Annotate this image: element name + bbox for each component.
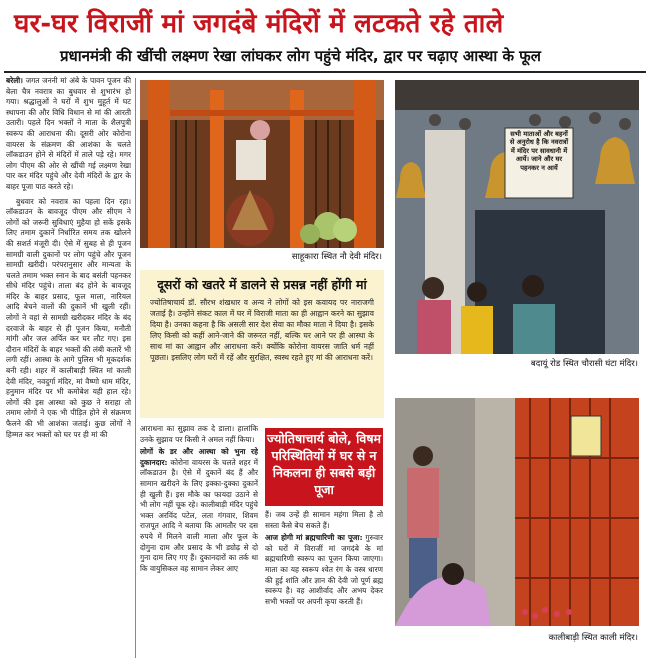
column-1-intro: जगत जननी मां अंबे के पावन पूजन की बेला चैत्र नवरात्र का बुधवार से शुभारंभ हो गया। श्रद्धालुओं ने घरों में शुभ मुहूर्त में घट स्थापना की और विधि विधान से मां की आरती उतारी। पहले दिन भक्तों ने माता के शैलपुत्री स्वरूप की आराधना की। दूसरी ओर कोरोना वायरस के संक्रमण की आशंका के चलते लॉकडाउन होने से मंदिरों में ताले पड़े रहे। मगर लोग पीएम की ओर से खींची गई लक्ष्मण रेखा पार कर मंदिर पहुंचे और देवी मंदिरों के द्वार के बाहर पूजा पाठ करते रहे। xyxy=(6,76,131,191)
column-2-subhead: लोगों के डर और आस्था को भुना रहे दुकानदार: xyxy=(140,447,258,467)
photo-chaurasi-ghanta-temple xyxy=(395,80,639,354)
column-3-body: गुरुवार को घरों में विराजीं मां जगदंबे के मां ब्रह्मचारिणी स्वरूप का पूजन किया जाएगा। माता का यह स्वरूप श्वेत रंग के वस्त्र धारण की हुई शांति और ज्ञान की देवी जो पूर्ण ब्रह्म स्वरूप है। वह आशीर्वाद और अभय देकर सभी भक्तों पर अपनी कृपा करती हैं। xyxy=(265,533,383,606)
column-1 xyxy=(6,76,131,660)
headline: घर-घर विराजीं मां जगदंबे मंदिरों में लटकते रहे ताले xyxy=(14,9,504,39)
callout-text: ज्योतिषाचार्य बोले, विषम परिस्थितियों में घर से न निकलना ही सबसे बड़ी पूजा xyxy=(266,431,382,497)
photo-1-caption: साहूकारा स्थित नौ देवी मंदिर। xyxy=(291,252,382,262)
astrologer-box-body: ज्योतिषाचार्य डॉ. सौरभ शंखधार व अन्य ने लोगों को इस कवायद पर नाराजगी जताई है। उन्होंने संकट काल में घर में विराजी माता का ही आह्वान करने का सुझाव दिया है। उनका कहना है कि असली सार देश सेवा का मौका माता ने दिया है। इसके लिए किसी को कहीं आने-जाने की जरूरत नहीं, बल्कि घर आने पर ही आस्था के साथ मां का आह्वान और आराधना करें। क्योंकि कोरोना वायरस जाति धर्म नहीं पूछता। इसलिए लोग घरों में रहें और सुरक्षित, स्वस्थ रहते हुए मां की आराधना करें। xyxy=(150,298,374,362)
column-2-intro: आराधना का सुझाव तक दे डाला। हालांकि उनके सुझाव पर किसी ने अमल नहीं किया। xyxy=(140,424,258,444)
column-3 xyxy=(265,510,383,660)
column-1-body: बुधवार को नवरात्र का पहला दिन रहा। लॉकडाउन के बावजूद पीएम और सीएम ने लोगों को जरूरी सुविधाएं मुहैया हो सकें इसके लिए तमाम दुकानें निर्धारित समय तक खोलने की सशर्त मंजूरी दी। ऐसे में सुबह से ही पूजन सामग्री वाली दुकानों पर लोग पहुंचे और पूजन सामग्री खरीदी। परंपरानुसार और मान्यता के चलते तमाम भक्त स्नान के बाद बसंती पहनकर सीधे मंदिर पहुंचे। ताला बंद होने के बावजूद मंदिर के बाहर प्रसाद, फूल माला, नारियल आदि बेचने वालों की दुकानें भी खुली रहीं। लोगों ने वहां से सामग्री खरीदकर मंदिर के बंद दरवाजे के बाहर से ही पूजन किया, मनौती मांगी और जल अर्पित कर घर लौट गए। इस दौरान मंदिरों के बाहर भक्तों की लंबी कतारें भी लगी रहीं। आस्था के आगे पुलिस भी मूकदर्शक बनी रही। शहर में कालीबाड़ी स्थित मां काली देवी मंदिर, नवदुर्गा मंदिर, मां वैष्णो धाम मंदिर, हनुमान मंदिर पर भी कमोबेश यही हाल रहे। लोगों की इस आस्था को कुछ ने सराहा तो तमाम लोगों ने एक भी पीड़ित होने से संक्रमण फैलने की भी आशंका जताई। कुछ लोगों ने हिम्मत कर भक्तों को घर पर ही मां की xyxy=(6,196,131,439)
astrologer-box-heading: दूसरों को खतरे में डालने से प्रसन्न नहीं होंगी मां xyxy=(157,277,367,292)
dateline: बरेली। xyxy=(6,76,23,85)
photo-nau-devi-temple xyxy=(140,80,384,248)
column-3-intro: हैं। जब उन्हें ही सामान महंगा मिला है तो सस्ता कैसे बेच सकते हैं। xyxy=(265,510,383,530)
column-2-body: कोरोना वायरस के चलते शहर में लॉकडाउन है। ऐसे में दुकानें बंद हैं और सामान खरीदने के लिए इक्का-दुक्का दुकानें ही खुली हैं। इस मौके का फायदा उठाने से भी लोग नहीं चूक रहे। कालीबाड़ी मंदिर पहुंचे भक्त अरविंद पटेल, लता गंगवार, शिवम राजपूत आदि ने बताया कि आमतौर पर दस रुपये में मिलने वाली माला और फूल के दोगुना दाम और प्रसाद के भी ड्योढ़ से दो गुना दाम लिए गए हैं। दुकानदारों का तर्क था कि वायुसिकल वह सामान लेकर आए xyxy=(140,457,258,573)
kali-temple-image xyxy=(395,398,639,626)
column-2 xyxy=(140,424,258,660)
subheadline xyxy=(60,46,640,72)
photo-kalibari-temple xyxy=(395,398,639,626)
column-divider xyxy=(135,78,136,658)
astrologer-quote-callout xyxy=(265,428,383,506)
subheadline-text: प्रधानमंत्री की खींची लक्ष्मण रेखा लांघकर लोग पहुंचे मंदिर, द्वार पर चढ़ाए आस्था के फूल xyxy=(60,47,541,65)
temple-gate-image xyxy=(140,80,384,248)
photo-2-caption: बदायूं रोड स्थित चौरासी घंटा मंदिर। xyxy=(530,359,638,369)
header-rule xyxy=(4,71,646,73)
column-3-subhead: आज होगी मां ब्रह्मचारिणी का पूजा: xyxy=(265,533,363,543)
astrologer-box xyxy=(140,270,384,418)
temple-notice-sign: सभी माताओं और बहनों से अनुरोध है कि नवरात्रों में मंदिर पर सावधानी में आयें। जाने और घर पहनकर न आयें xyxy=(509,130,569,172)
photo-3-caption: कालीबाड़ी स्थित काली मंदिर। xyxy=(548,633,638,643)
headline-bar xyxy=(0,0,650,44)
bells-temple-image xyxy=(395,80,639,354)
